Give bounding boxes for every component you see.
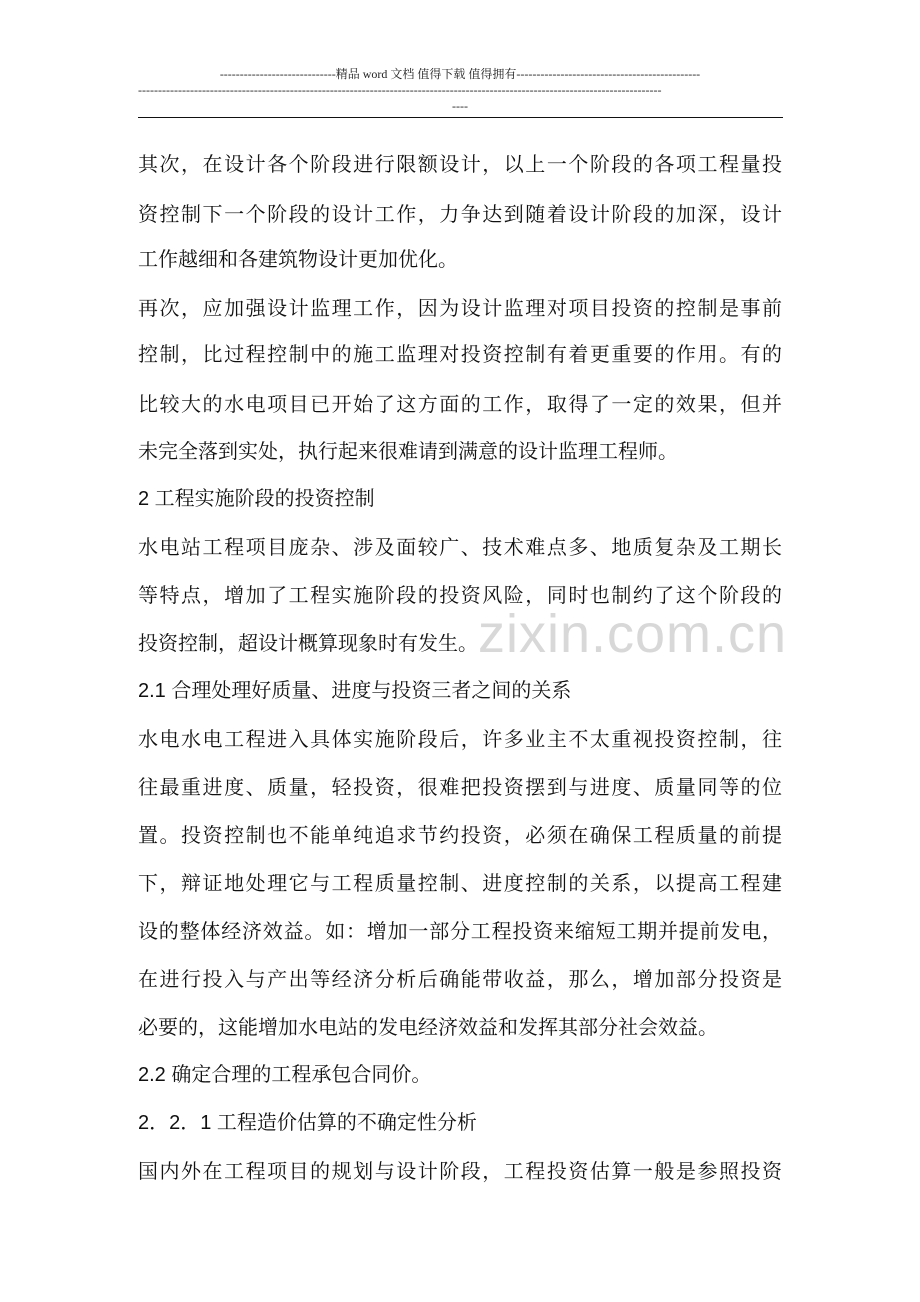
subsection-heading: 2.1 合理处理好质量、进度与投资三者之间的关系 — [138, 680, 572, 702]
header-dash-tail: ---- — [452, 99, 468, 113]
header-rule — [138, 117, 783, 118]
body-line: 往最重进度、质量，轻投资，很难把投资摆到与进度、质量同等的位 — [138, 775, 782, 799]
body-line: 再次，应加强设计监理工作，因为设计监理对项目投资的控制是事前 — [138, 296, 782, 320]
subsection-heading: 2.2 确定合理的工程承包合同价。 — [138, 1064, 432, 1086]
body-line: 等特点，增加了工程实施阶段的投资风险，同时也制约了这个阶段的 — [138, 583, 782, 607]
body-line: 设的整体经济效益。如：增加一部分工程投资来缩短工期并提前发电， — [138, 919, 782, 943]
body-line: 工作越细和各建筑物设计更加优化。 — [138, 247, 458, 271]
body-line: 国内外在工程项目的规划与设计阶段，工程投资估算一般是参照投资 — [138, 1159, 782, 1183]
body-line: 比较大的水电项目已开始了这方面的工作，取得了一定的效果，但并 — [138, 392, 782, 416]
body-line: 必要的，这能增加水电站的发电经济效益和发挥其部分社会效益。 — [138, 1015, 718, 1039]
header-banner: -----------------------------精品 word 文档 值得下载 值得拥有---------------------------------------------- — [219, 67, 701, 81]
watermark: zixin.com.cn — [478, 604, 788, 664]
body-line: 投资控制，超设计概算现象时有发生。 — [138, 631, 478, 655]
body-line: 水电水电工程进入具体实施阶段后，许多业主不太重视投资控制，往 — [138, 727, 782, 751]
header-dash-line: ----------------------------------------------------------------------------------------------------------------------------------- — [138, 83, 662, 97]
body-line: 在进行投入与产出等经济分析后确能带收益，那么，增加部分投资是 — [138, 967, 782, 991]
body-line: 水电站工程项目庞杂、涉及面较广、技术难点多、地质复杂及工期长 — [138, 535, 782, 559]
section-heading: 2 工程实施阶段的投资控制 — [138, 488, 375, 510]
body-line: 置。投资控制也不能单纯追求节约投资，必须在确保工程质量的前提 — [138, 823, 782, 847]
body-line: 控制，比过程控制中的施工监理对投资控制有着更重要的作用。有的 — [138, 342, 782, 366]
body-line: 资控制下一个阶段的设计工作，力争达到随着设计阶段的加深，设计 — [138, 202, 782, 226]
document-header — [138, 66, 782, 114]
body-line: 下，辩证地处理它与工程质量控制、进度控制的关系，以提高工程建 — [138, 871, 782, 895]
body-line: 未完全落到实处，执行起来很难请到满意的设计监理工程师。 — [138, 439, 678, 463]
subsubsection-heading: 2．2．1 工程造价估算的不确定性分析 — [138, 1112, 477, 1134]
body-line: 其次，在设计各个阶段进行限额设计，以上一个阶段的各项工程量投 — [138, 152, 782, 176]
